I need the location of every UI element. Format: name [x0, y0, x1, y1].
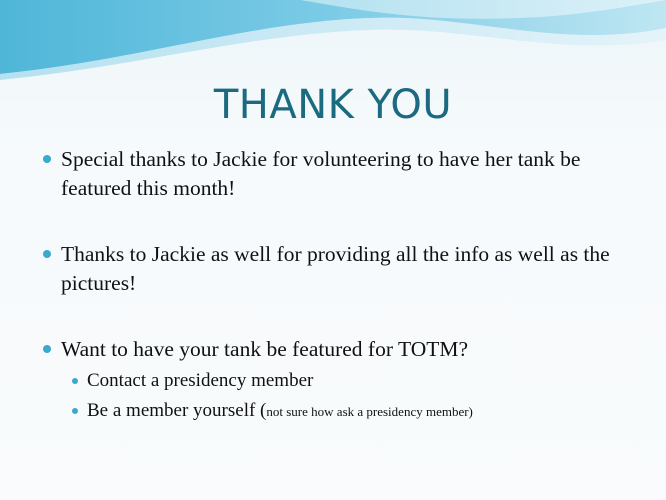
bullet-item — [41, 145, 641, 203]
bullet-dot-icon — [43, 250, 51, 258]
bullet-text: Want to have your tank be featured for TOTM? — [61, 337, 469, 361]
slide-title: THANK YOU — [213, 82, 453, 128]
bullet-dot-icon — [43, 345, 51, 353]
bullet-list — [41, 145, 641, 426]
sub-bullet-dot-icon — [72, 378, 78, 384]
bullet-dot-icon — [43, 155, 51, 163]
bullet-text: Special thanks to Jackie for volunteering to have her tank be featured this month! — [61, 147, 581, 200]
sub-bullet-text: Contact a presidency member — [87, 370, 314, 391]
sub-bullet-item — [41, 397, 641, 426]
bullet-item — [41, 240, 641, 298]
sub-bullet-note: not sure how ask a presidency member) — [266, 404, 473, 419]
header-wave-graphic — [0, 0, 666, 80]
sub-bullet-text: Be a member yourself ( — [87, 400, 267, 421]
sub-bullet-item — [41, 367, 641, 395]
bullet-item — [41, 335, 641, 364]
sub-bullet-dot-icon — [72, 408, 78, 414]
bullet-text: Thanks to Jackie as well for providing all the info as well as the pictures! — [61, 242, 610, 295]
